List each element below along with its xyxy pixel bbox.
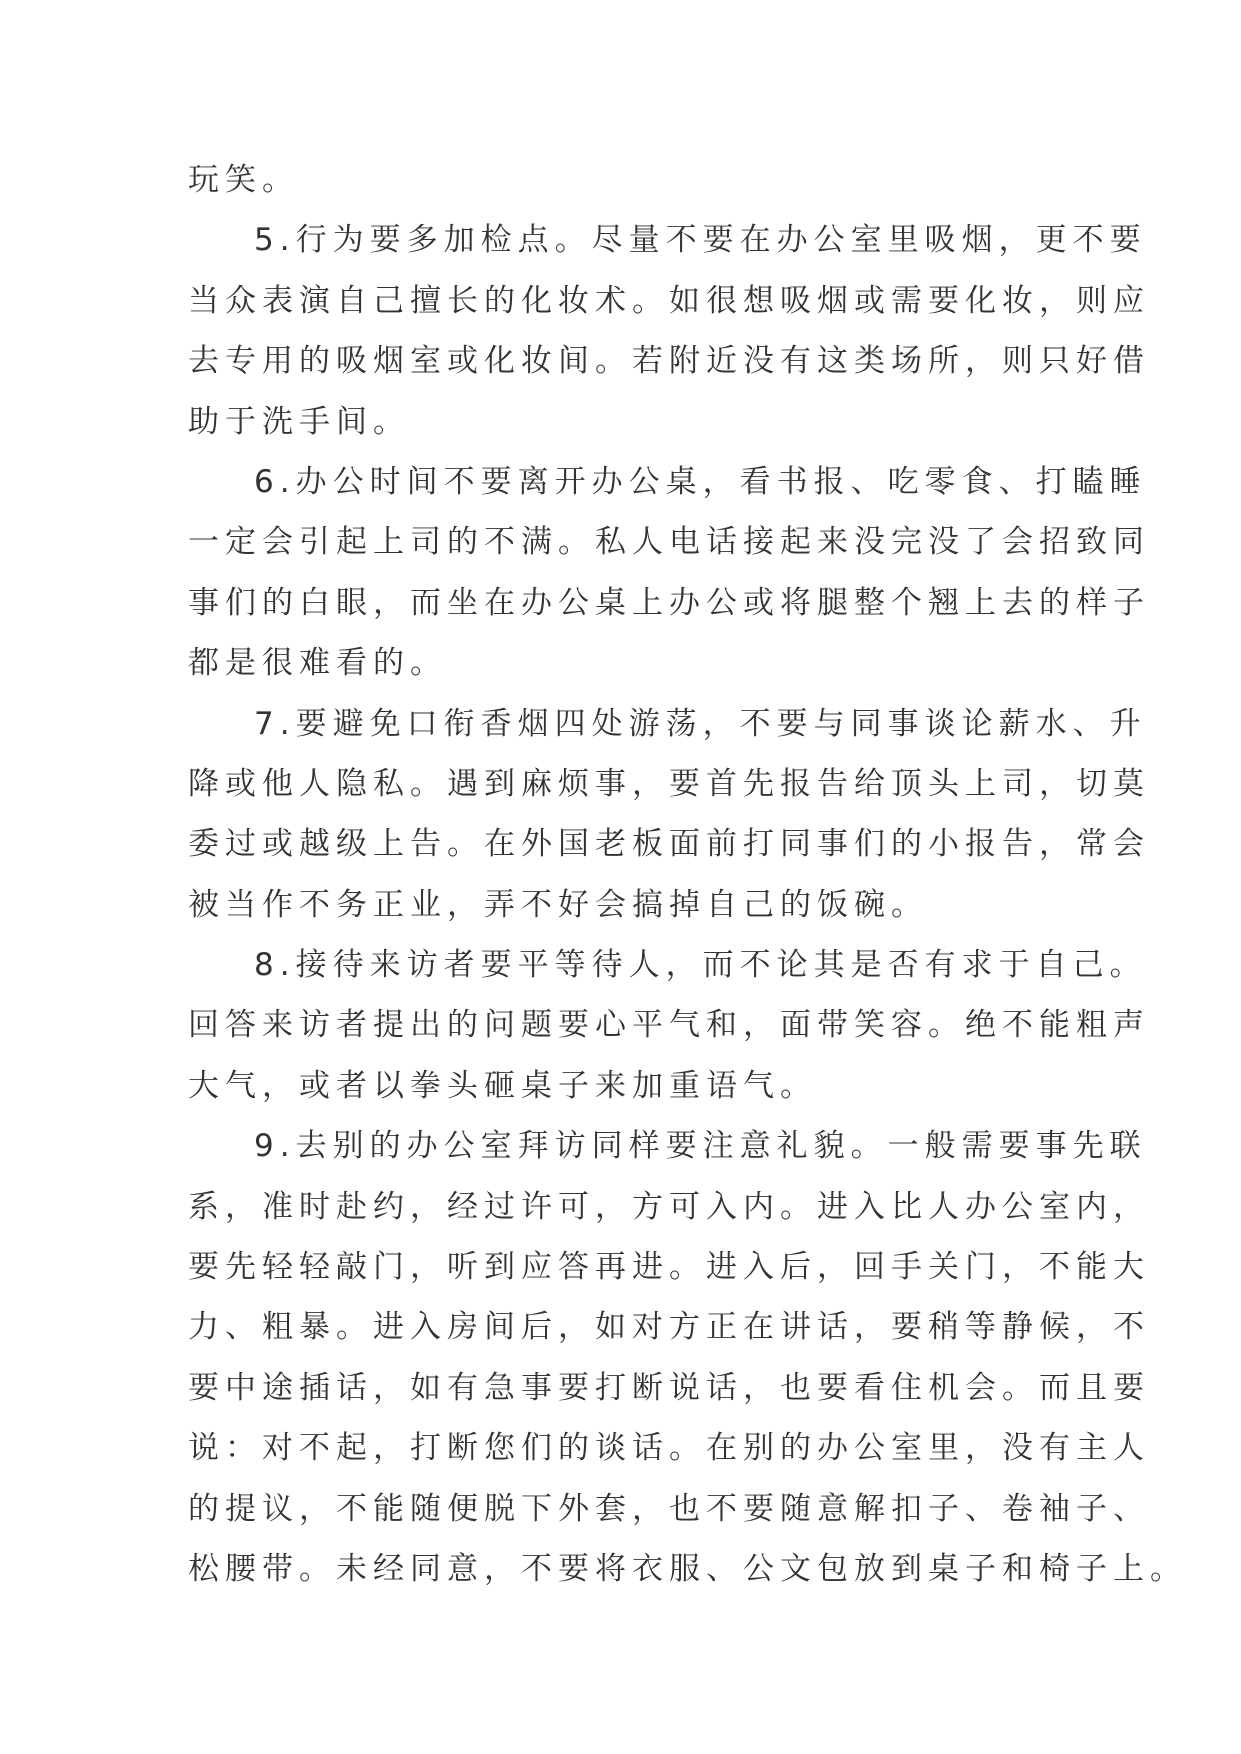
text-line: 玩笑。 — [188, 162, 299, 198]
text-line: 都是很难看的。 — [188, 645, 447, 682]
text-line: 松腰带。未经同意，不要将衣服、公文包放到桌子和椅子上。 — [188, 1550, 1187, 1587]
document-body — [188, 150, 1187, 1599]
text-line: 大气，或者以拳头砸桌子来加重语气。 — [188, 1067, 817, 1104]
text-line: 7.要避免口衔香烟四处游荡，不要与同事谈论薪水、升 — [254, 705, 1147, 742]
text-line: 被当作不务正业，弄不好会搞掉自己的饭碗。 — [188, 886, 928, 923]
paragraph-item-8 — [188, 935, 1150, 1116]
text-line: 回答来访者提出的问题要心平气和，面带笑容。绝不能粗声 — [188, 1007, 1150, 1044]
text-line: 委过或越级上告。在外国老板面前打同事们的小报告，常会 — [188, 826, 1150, 863]
text-line: 系，准时赴约，经过许可，方可入内。进入比人办公室内， — [188, 1188, 1150, 1225]
paragraph-item-6 — [188, 452, 1150, 694]
text-line: 8.接待来访者要平等待人，而不论其是否有求于自己。 — [254, 947, 1147, 984]
text-line: 说：对不起，打断您们的谈话。在别的办公室里，没有主人 — [188, 1430, 1150, 1467]
text-line: 事们的白眼，而坐在办公桌上办公或将腿整个翘上去的样子 — [188, 584, 1150, 621]
paragraph-item-5 — [188, 210, 1150, 452]
text-line: 5.行为要多加检点。尽量不要在办公室里吸烟，更不要 — [254, 222, 1147, 259]
text-line: 当众表演自己擅长的化妆术。如很想吸烟或需要化妆，则应 — [188, 282, 1150, 319]
paragraph-item-7 — [188, 694, 1150, 936]
text-line: 去专用的吸烟室或化妆间。若附近没有这类场所，则只好借 — [188, 343, 1150, 380]
text-line: 助于洗手间。 — [188, 403, 410, 440]
text-line: 要先轻轻敲门，听到应答再进。进入后，回手关门，不能大 — [188, 1249, 1150, 1286]
text-line: 一定会引起上司的不满。私人电话接起来没完没了会招致同 — [188, 524, 1150, 561]
text-line: 的提议，不能随便脱下外套，也不要随意解扣子、卷袖子、 — [188, 1490, 1150, 1527]
text-line: 降或他人隐私。遇到麻烦事，要首先报告给顶头上司，切莫 — [188, 765, 1150, 802]
paragraph-continuation — [188, 150, 1068, 210]
text-line: 9.去别的办公室拜访同样要注意礼貌。一般需要事先联 — [254, 1128, 1147, 1165]
text-line: 力、粗暴。进入房间后，如对方正在讲话，要稍等静候，不 — [188, 1309, 1150, 1346]
text-line: 要中途插话，如有急事要打断说话，也要看住机会。而且要 — [188, 1369, 1150, 1406]
text-line: 6.办公时间不要离开办公桌，看书报、吃零食、打瞌睡 — [254, 463, 1147, 500]
paragraph-item-9 — [188, 1116, 1187, 1599]
